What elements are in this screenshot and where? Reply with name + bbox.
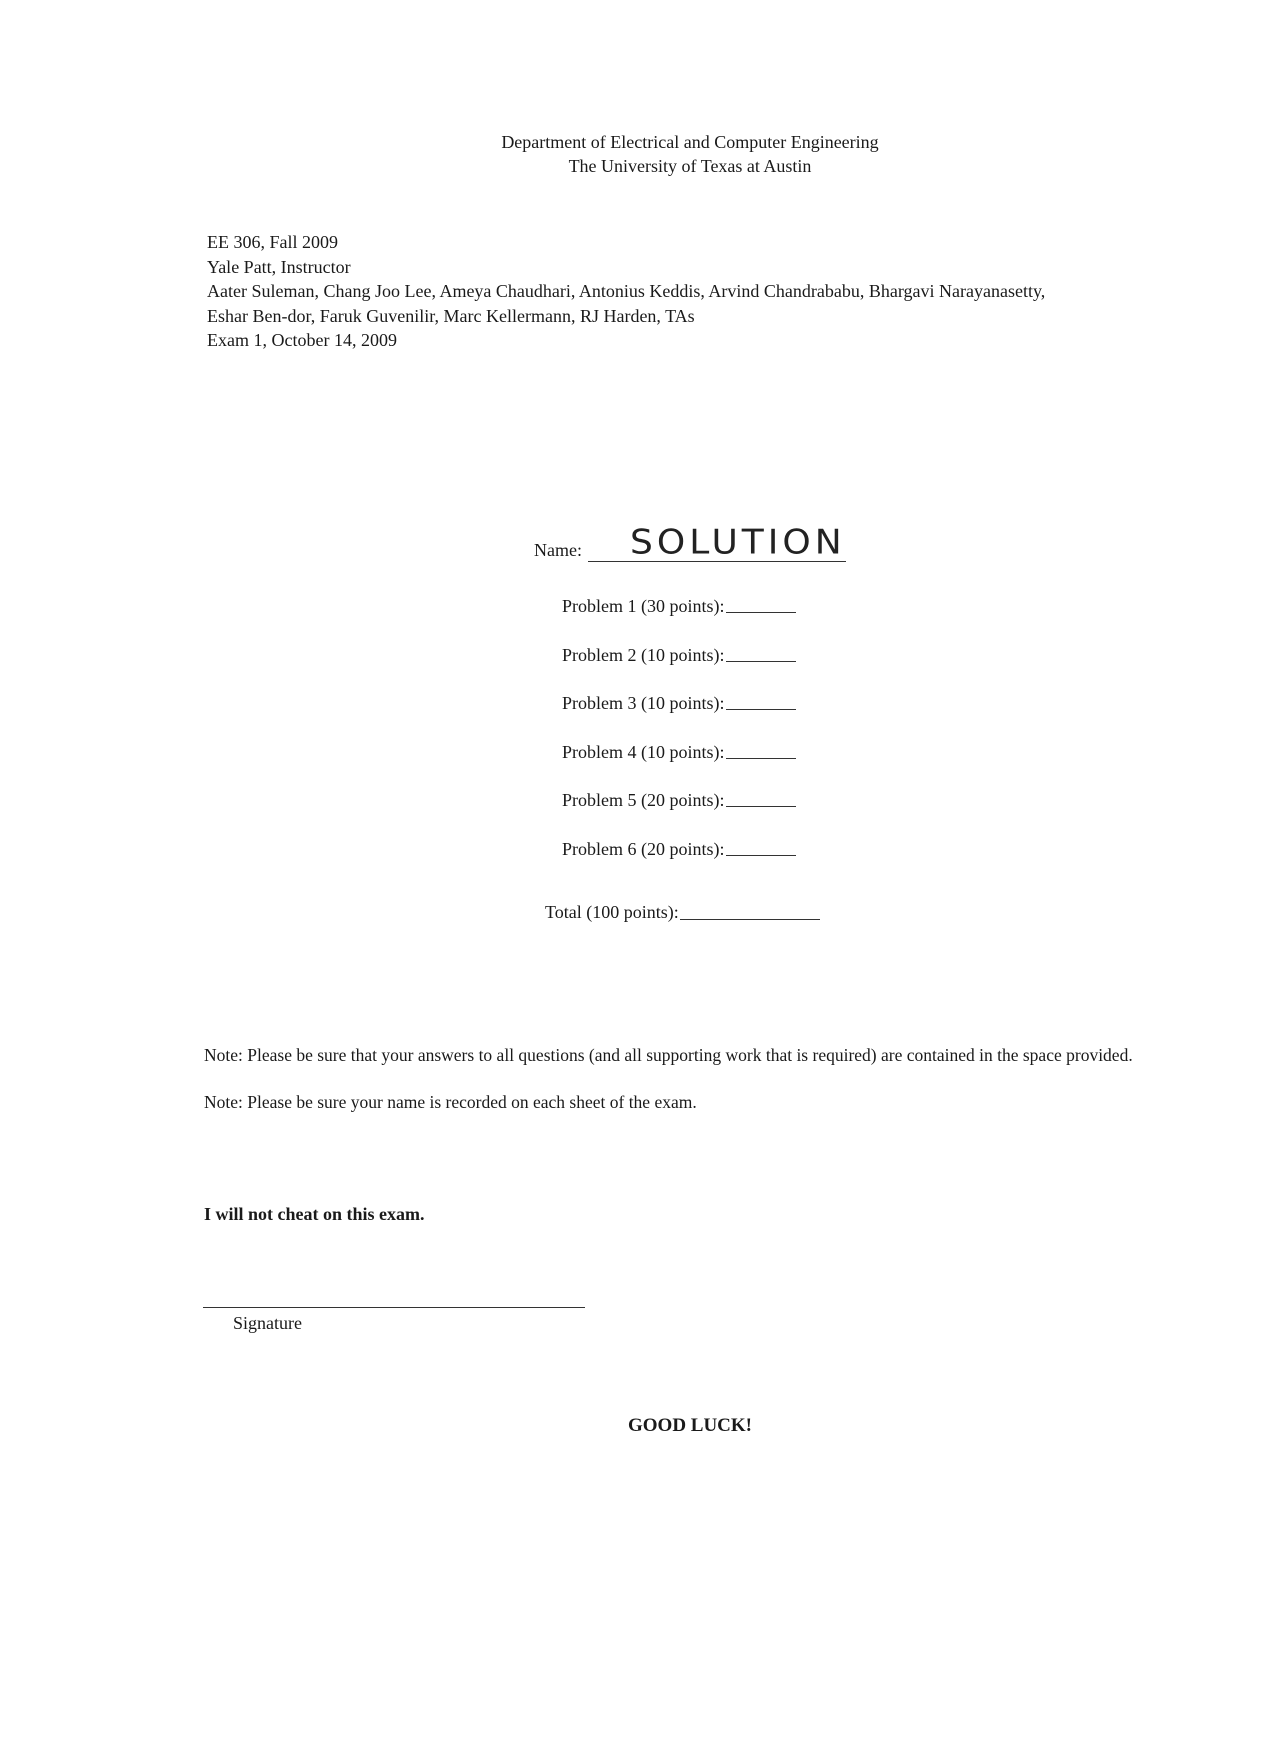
problem-row <box>562 839 796 888</box>
problem-label: Problem 1 (30 points): <box>562 596 725 616</box>
score-blank[interactable] <box>726 596 796 613</box>
score-blank[interactable] <box>726 693 796 710</box>
good-luck-text: GOOD LUCK! <box>627 1415 753 1436</box>
course-info <box>207 230 1207 353</box>
score-blank[interactable] <box>726 645 796 662</box>
signature-label: Signature <box>233 1313 302 1333</box>
note-name-each-sheet: Note: Please be sure your name is recorded on each sheet of the exam. <box>204 1092 697 1112</box>
instructor-line: Yale Patt, Instructor <box>207 256 351 277</box>
closing-message <box>0 1415 1280 1437</box>
total-label: Total (100 points): <box>545 902 679 922</box>
notes <box>204 1043 1194 1115</box>
total-row <box>545 902 820 923</box>
tas-line-1: Aater Suleman, Chang Joo Lee, Ameya Chaudhari, Antonius Keddis, Arvind Chandrababu, Bhargavi Narayanasetty, <box>207 281 1046 301</box>
total-blank[interactable] <box>680 902 820 920</box>
problem-label: Problem 3 (10 points): <box>562 693 725 713</box>
problem-row <box>562 693 796 742</box>
problem-label: Problem 5 (20 points): <box>562 790 725 810</box>
problem-row <box>562 742 796 791</box>
tas-line-2: Eshar Ben-dor, Faruk Guvenilir, Marc Kellermann, RJ Harden, TAs <box>207 305 695 326</box>
score-table <box>562 596 796 887</box>
score-blank[interactable] <box>726 839 796 856</box>
department-name: Department of Electrical and Computer Engineering <box>501 132 879 152</box>
exam-line: Exam 1, October 14, 2009 <box>207 330 397 350</box>
note-answers-space: Note: Please be sure that your answers to all questions (and all supporting work that is required) are contained in the space provided. <box>204 1045 1133 1065</box>
problem-row <box>562 596 796 645</box>
problem-label: Problem 4 (10 points): <box>562 741 725 762</box>
university-name: The University of Texas at Austin <box>568 156 812 176</box>
problem-row <box>562 645 796 694</box>
problem-label: Problem 6 (20 points): <box>562 838 725 859</box>
score-blank[interactable] <box>726 742 796 759</box>
department-header <box>0 130 1280 178</box>
problem-row <box>562 790 796 839</box>
problem-label: Problem 2 (10 points): <box>562 644 725 665</box>
name-field[interactable] <box>534 525 854 565</box>
course-line: EE 306, Fall 2009 <box>207 232 338 252</box>
signature-line[interactable] <box>203 1307 585 1308</box>
name-label: Name: <box>534 540 582 560</box>
honor-statement: I will not cheat on this exam. <box>204 1204 425 1224</box>
score-blank[interactable] <box>726 790 796 807</box>
name-value-handwritten: SOLUTION <box>630 523 846 562</box>
